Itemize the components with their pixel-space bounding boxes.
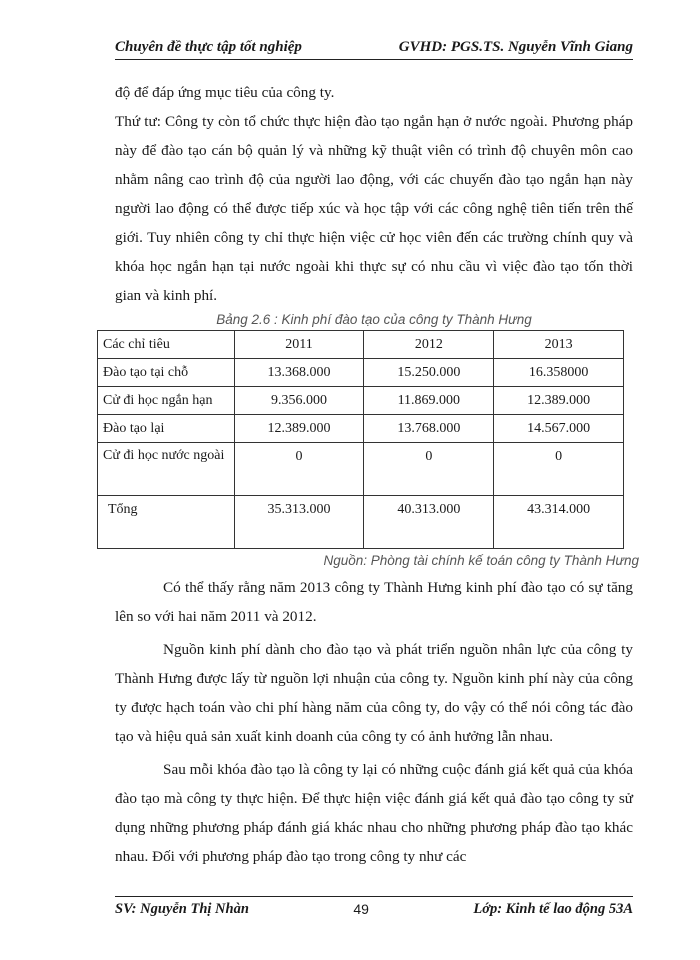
row-label: Cử đi học ngắn hạn	[98, 387, 235, 415]
row-label: Đào tạo tại chỗ	[98, 359, 235, 387]
row-label: Đào tạo lại	[98, 415, 235, 443]
table-row	[98, 415, 624, 443]
cell: 35.313.000	[234, 496, 364, 549]
cell: 13.768.000	[364, 415, 494, 443]
cell: 0	[234, 443, 364, 496]
page-body	[103, 78, 639, 871]
header-cell: 2011	[234, 331, 364, 359]
cell: 40.313.000	[364, 496, 494, 549]
header-cell: Các chỉ tiêu	[98, 331, 235, 359]
cell: 9.356.000	[234, 387, 364, 415]
cell: 13.368.000	[234, 359, 364, 387]
table-caption: Bảng 2.6 : Kinh phí đào tạo của công ty Thành Hưng	[216, 312, 532, 327]
header-right: GVHD: PGS.TS. Nguyễn Vĩnh Giang	[398, 39, 633, 55]
table-row	[98, 443, 624, 496]
cell: 15.250.000	[364, 359, 494, 387]
cell: 16.358000	[494, 359, 624, 387]
row-label: Tổng	[98, 496, 235, 549]
paragraph: Có thể thấy rằng năm 2013 công ty Thành Hưng kinh phí đào tạo có sự tăng lên so với hai năm 2011 và 2012.	[115, 579, 633, 625]
cell: 12.389.000	[234, 415, 364, 443]
paragraph: độ để đáp ứng mục tiêu của công ty.	[115, 84, 335, 101]
header-cell: 2012	[364, 331, 494, 359]
header-cell: 2013	[494, 331, 624, 359]
header-left: Chuyên đề thực tập tốt nghiệp	[115, 39, 302, 55]
paragraph: Sau mỗi khóa đào tạo là công ty lại có những cuộc đánh giá kết quả của khóa đào tạo mà công ty thực hiện. Để thực hiện việc đánh giá kết quả đào tạo công ty sử dụng những phương pháp đánh giá khác nhau cho những phương pháp đào tạo khác nhau. Đối với phương pháp đào tạo trong công ty như các	[115, 761, 633, 865]
cell: 0	[494, 443, 624, 496]
page-number: 49	[353, 901, 369, 917]
cell: 0	[364, 443, 494, 496]
footer-right: Lớp: Kinh tế lao động 53A	[473, 901, 633, 917]
table-row	[98, 359, 624, 387]
page-header	[115, 38, 633, 60]
cell: 12.389.000	[494, 387, 624, 415]
table-row	[98, 387, 624, 415]
row-label: Cử đi học nước ngoài	[98, 443, 235, 496]
table-header-row	[98, 331, 624, 359]
cell: 43.314.000	[494, 496, 624, 549]
page-footer	[115, 896, 633, 918]
cell: 11.869.000	[364, 387, 494, 415]
cell: 14.567.000	[494, 415, 624, 443]
paragraph: Nguồn kinh phí dành cho đào tạo và phát triển nguồn nhân lực của công ty Thành Hưng được lấy từ nguồn lợi nhuận của công ty. Nguồn kinh phí này của công ty được hạch toán vào chi phí hàng năm của công ty, do vậy có thể nói công tác đào tạo và hiệu quả sản xuất kinh doanh của công ty có ảnh hưởng lẫn nhau.	[115, 641, 633, 745]
funding-table	[97, 330, 624, 549]
table-row-total	[98, 496, 624, 549]
table-source: Nguồn: Phòng tài chính kế toán công ty Thành Hưng	[323, 553, 639, 568]
footer-left: SV: Nguyễn Thị Nhàn	[115, 901, 249, 917]
paragraph: Thứ tư: Công ty còn tổ chức thực hiện đào tạo ngắn hạn ở nước ngoài. Phương pháp này để đào tạo cán bộ quản lý và những kỹ thuật viên có trình độ chuyên môn cao nhằm nâng cao trình độ của người lao động, với các chuyến đào tạo ngắn hạn này người lao động có thể được tiếp xúc và học tập với các công nghệ tiên tiến trên thế giới. Tuy nhiên công ty chỉ thực hiện việc cử học viên đến các trường chính quy và khóa học ngắn hạn tại nước ngoài khi thực sự có nhu cầu vì việc đào tạo tốn thời gian và kinh phí.	[115, 113, 633, 304]
